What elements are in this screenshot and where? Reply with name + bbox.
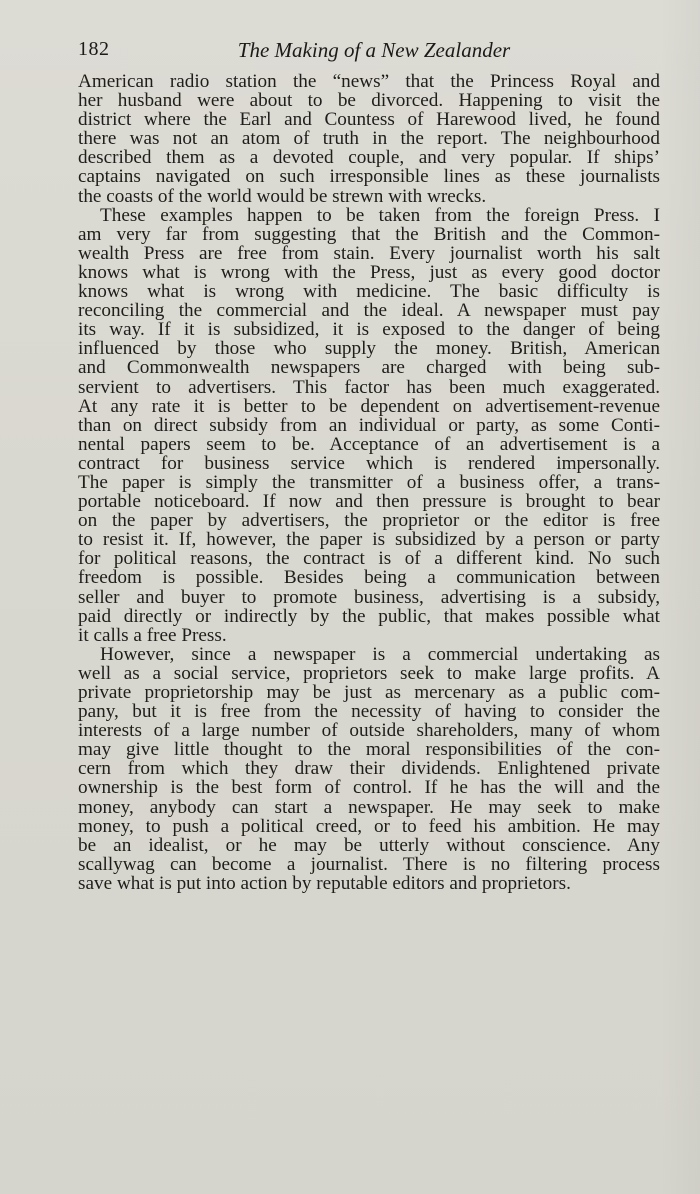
paragraph	[78, 72, 660, 206]
text-line: save what is put into action by reputable editors and proprietors.	[78, 872, 571, 894]
text-line: am very far from suggesting that the British and the Common-	[78, 223, 660, 245]
text-line: pany, but it is free from the necessity of having to consider the	[78, 701, 660, 723]
text-line: private proprietorship may be just as mercenary as a public com-	[78, 682, 660, 703]
text-line: servient to advertisers. This factor has been much exaggerated.	[78, 376, 660, 398]
text-line: contract for business service which is rendered impersonally.	[78, 452, 660, 474]
text-line: than on direct subsidy from an individual or party, as some Conti-	[78, 414, 660, 436]
text-line: district where the Earl and Countess of Harewood lived, he found	[78, 109, 660, 131]
running-title: The Making of a New Zealander	[237, 38, 511, 62]
body-text	[78, 72, 660, 893]
text-line: be an idealist, or he may be utterly without conscience. Any	[78, 834, 660, 856]
text-line: knows what is wrong with medicine. The basic difficulty is	[78, 281, 660, 303]
text-line: to resist it. If, however, the paper is subsidized by a person or party	[78, 529, 660, 551]
text-line: reconciling the commercial and the ideal. A newspaper must pay	[78, 300, 660, 322]
text-line: The paper is simply the transmitter of a business offer, a trans-	[78, 471, 660, 493]
text-line: American radio station the “news” that the Princess Royal and	[78, 71, 660, 92]
text-line: may give little thought to the moral responsibilities of the con-	[78, 739, 660, 761]
text-line: paid directly or indirectly by the public, that makes possible what	[78, 605, 660, 627]
text-line: on the paper by advertisers, the proprietor or the editor is free	[78, 510, 660, 532]
text-line: there was not an atom of truth in the report. The neighbourhood	[78, 128, 660, 150]
text-line: seller and buyer to promote business, advertising is a subsidy,	[78, 586, 660, 608]
text-line: At any rate it is better to be dependent on advertisement-revenue	[78, 395, 660, 417]
text-line: it calls a free Press.	[78, 624, 227, 646]
text-line: for political reasons, the contract is of a different kind. No such	[78, 548, 660, 570]
text-line: knows what is wrong with the Press, just as every good doctor	[78, 261, 660, 283]
text-line: captains navigated on such irresponsible lines as these journalists	[78, 166, 660, 188]
text-line: influenced by those who supply the money. British, American	[78, 338, 660, 360]
text-line: freedom is possible. Besides being a communication between	[78, 567, 660, 589]
text-line: However, since a newspaper is a commercial undertaking as	[100, 643, 660, 665]
text-line: ownership is the best form of control. If he has the will and the	[78, 777, 660, 799]
page-number: 182	[78, 38, 110, 60]
text-line: cern from which they draw their dividends. Enlightened private	[78, 758, 660, 780]
text-line: its way. If it is subsidized, it is exposed to the danger of being	[78, 319, 660, 341]
text-line: portable noticeboard. If now and then pressure is brought to bear	[78, 491, 660, 513]
text-line: money, to push a political creed, or to feed his ambition. He may	[78, 815, 660, 837]
text-line: her husband were about to be divorced. Happening to visit the	[78, 90, 660, 112]
text-line: scallywag can become a journalist. There is no filtering process	[78, 853, 660, 875]
paragraph	[78, 206, 660, 645]
page-header	[78, 38, 660, 66]
text-line: interests of a large number of outside shareholders, many of whom	[78, 720, 660, 742]
text-line: money, anybody can start a newspaper. He may seek to make	[78, 796, 660, 818]
text-line: wealth Press are free from stain. Every journalist worth his salt	[78, 242, 660, 264]
paragraph	[78, 645, 660, 893]
text-line: described them as a devoted couple, and very popular. If ships’	[78, 147, 660, 169]
text-line: and Commonwealth newspapers are charged with being sub-	[78, 357, 660, 379]
text-line: nental papers seem to be. Acceptance of an advertisement is a	[78, 433, 660, 455]
page-edge-shade	[660, 0, 700, 1194]
text-line: well as a social service, proprietors seek to make large profits. A	[78, 662, 660, 684]
text-line: These examples happen to be taken from the foreign Press. I	[100, 204, 660, 226]
text-line: the coasts of the world would be strewn with wrecks.	[78, 185, 487, 207]
